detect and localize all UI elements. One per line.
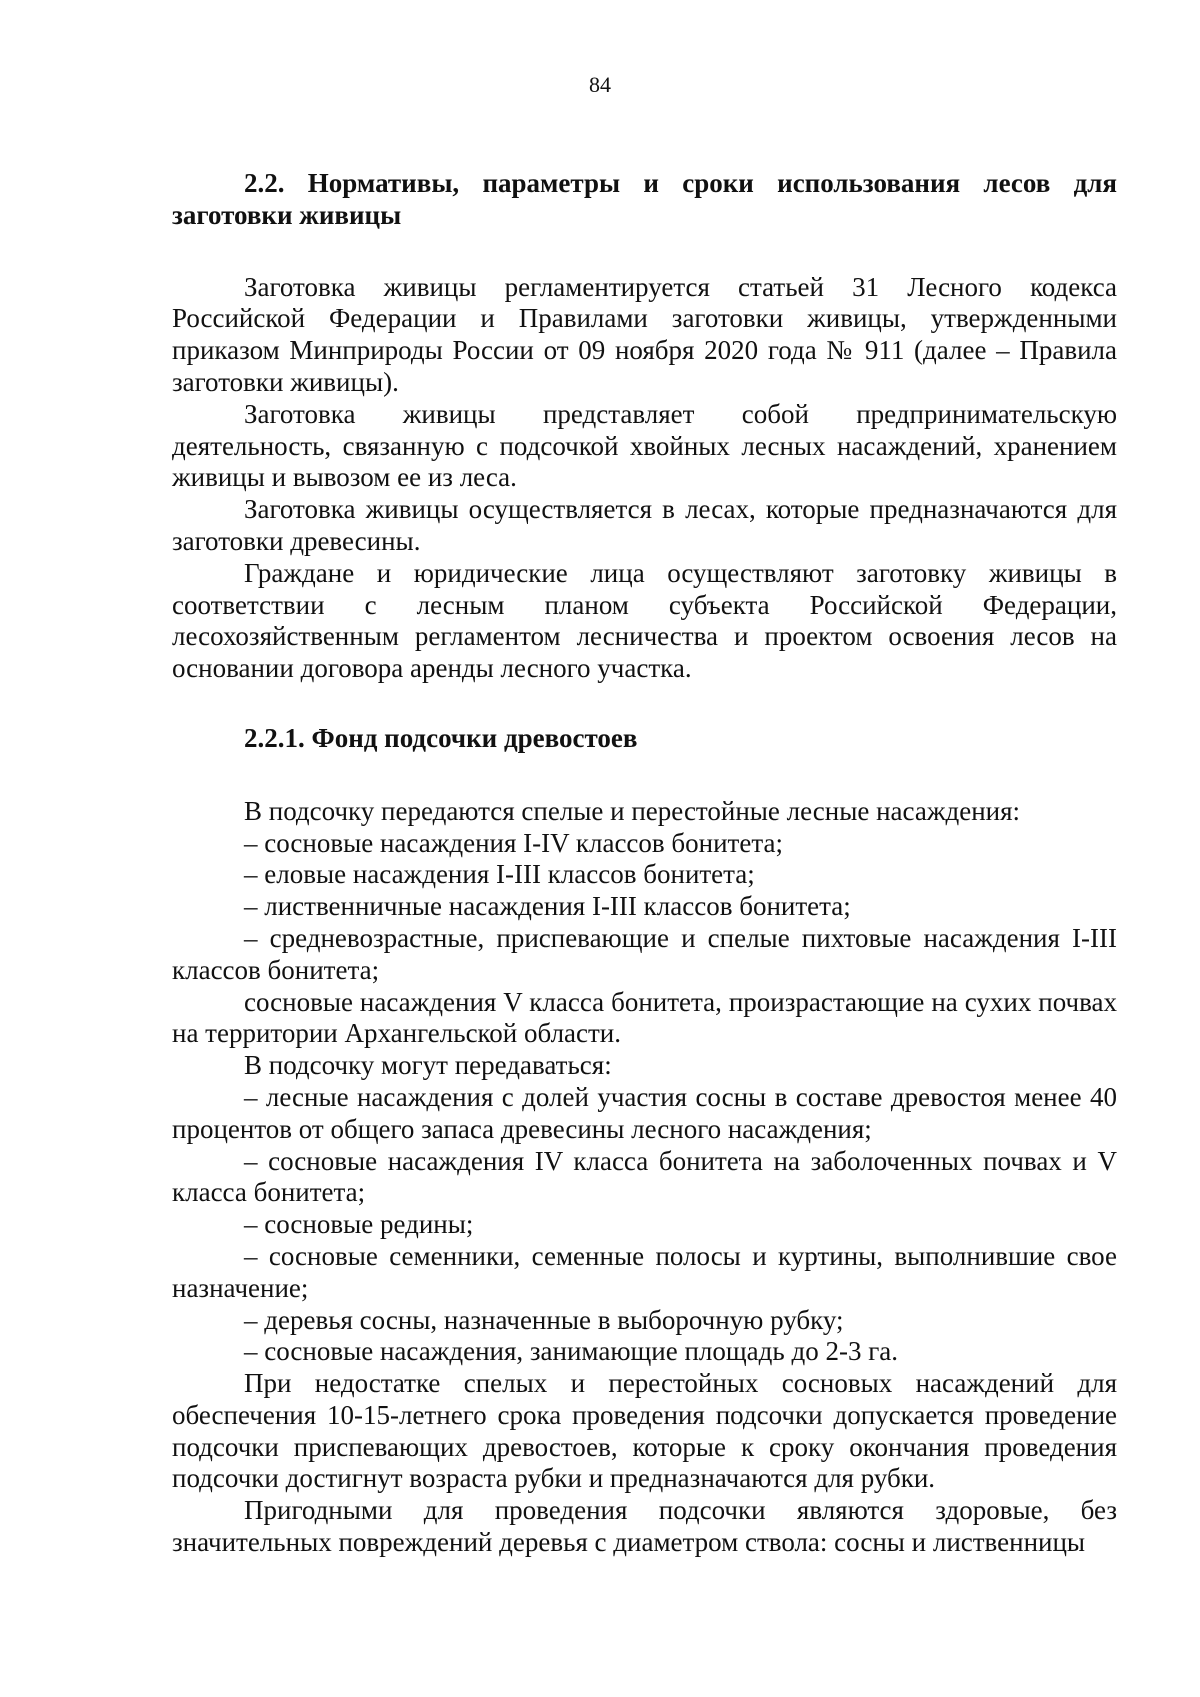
list-item: – лиственничные насаждения I-III классов бонитета; xyxy=(244,891,851,922)
list-item: – сосновые насаждения I-IV классов бонитета; xyxy=(244,827,783,858)
list-item: – лесные насаждения с долей участия сосны в составе древостоя менее 40 процентов от общего запаса древесины лесного насаждения; xyxy=(172,1081,1117,1144)
paragraph: Пригодными для проведения подсочки являются здоровые, без значительных повреждений деревья с диаметром ствола: сосны и лиственницы xyxy=(172,1495,1117,1558)
list-item: – средневозрастные, приспевающие и спелые пихтовые насаждения I-III классов бонитета; xyxy=(172,922,1117,985)
paragraph: Заготовка живицы представляет собой предпринимательскую деятельность, связанную с подсочкой хвойных лесных насаждений, хранением живицы и вывозом ее из леса. xyxy=(172,398,1117,493)
list-item: – еловые насаждения I-III классов бонитета; xyxy=(244,859,755,890)
document-body xyxy=(172,168,1117,1559)
subsection-heading: 2.2.1. Фонд подсочки древостоев xyxy=(244,722,638,753)
paragraph: Заготовка живицы регламентируется статьей 31 Лесного кодекса Российской Федерации и Правилами заготовки живицы, утвержденными приказом Минприроды России от 09 ноября 2020 года № 911 (далее – Правила заготовки живицы). xyxy=(172,271,1117,397)
paragraph: Заготовка живицы осуществляется в лесах, которые предназначаются для заготовки древесины. xyxy=(172,494,1117,556)
paragraph: В подсочку передаются спелые и перестойные лесные насаждения: xyxy=(244,795,1021,826)
section-heading: 2.2. Нормативы, параметры и сроки использования лесов для заготовки живицы xyxy=(172,168,1117,230)
list-item: – деревья сосны, назначенные в выборочную рубку; xyxy=(244,1304,844,1335)
paragraph: сосновые насаждения V класса бонитета, произрастающие на сухих почвах на территории Архангельской области. xyxy=(172,986,1117,1049)
paragraph: При недостатке спелых и перестойных сосновых насаждений для обеспечения 10-15-летнего срока проведения подсочки допускается проведение подсочки приспевающих древостоев, которые к сроку окончания проведения подсочки достигнут возраста рубки и предназначаются для рубки. xyxy=(172,1368,1117,1494)
list-item: – сосновые насаждения IV класса бонитета на заболоченных почвах и V класса бонитета; xyxy=(172,1145,1117,1208)
list-item: – сосновые редины; xyxy=(244,1209,474,1240)
paragraph: Граждане и юридические лица осуществляют заготовку живицы в соответствии с лесным планом субъекта Российской Федерации, лесохозяйственным регламентом лесничества и проектом освоения лесов на основании договора аренды лесного участка. xyxy=(172,557,1117,684)
list-item: – сосновые семенники, семенные полосы и куртины, выполнившие свое назначение; xyxy=(172,1240,1117,1303)
paragraph: В подсочку могут передаваться: xyxy=(244,1050,612,1081)
page-number: 84 xyxy=(589,72,611,97)
list-item: – сосновые насаждения, занимающие площадь до 2-3 га. xyxy=(244,1336,898,1367)
